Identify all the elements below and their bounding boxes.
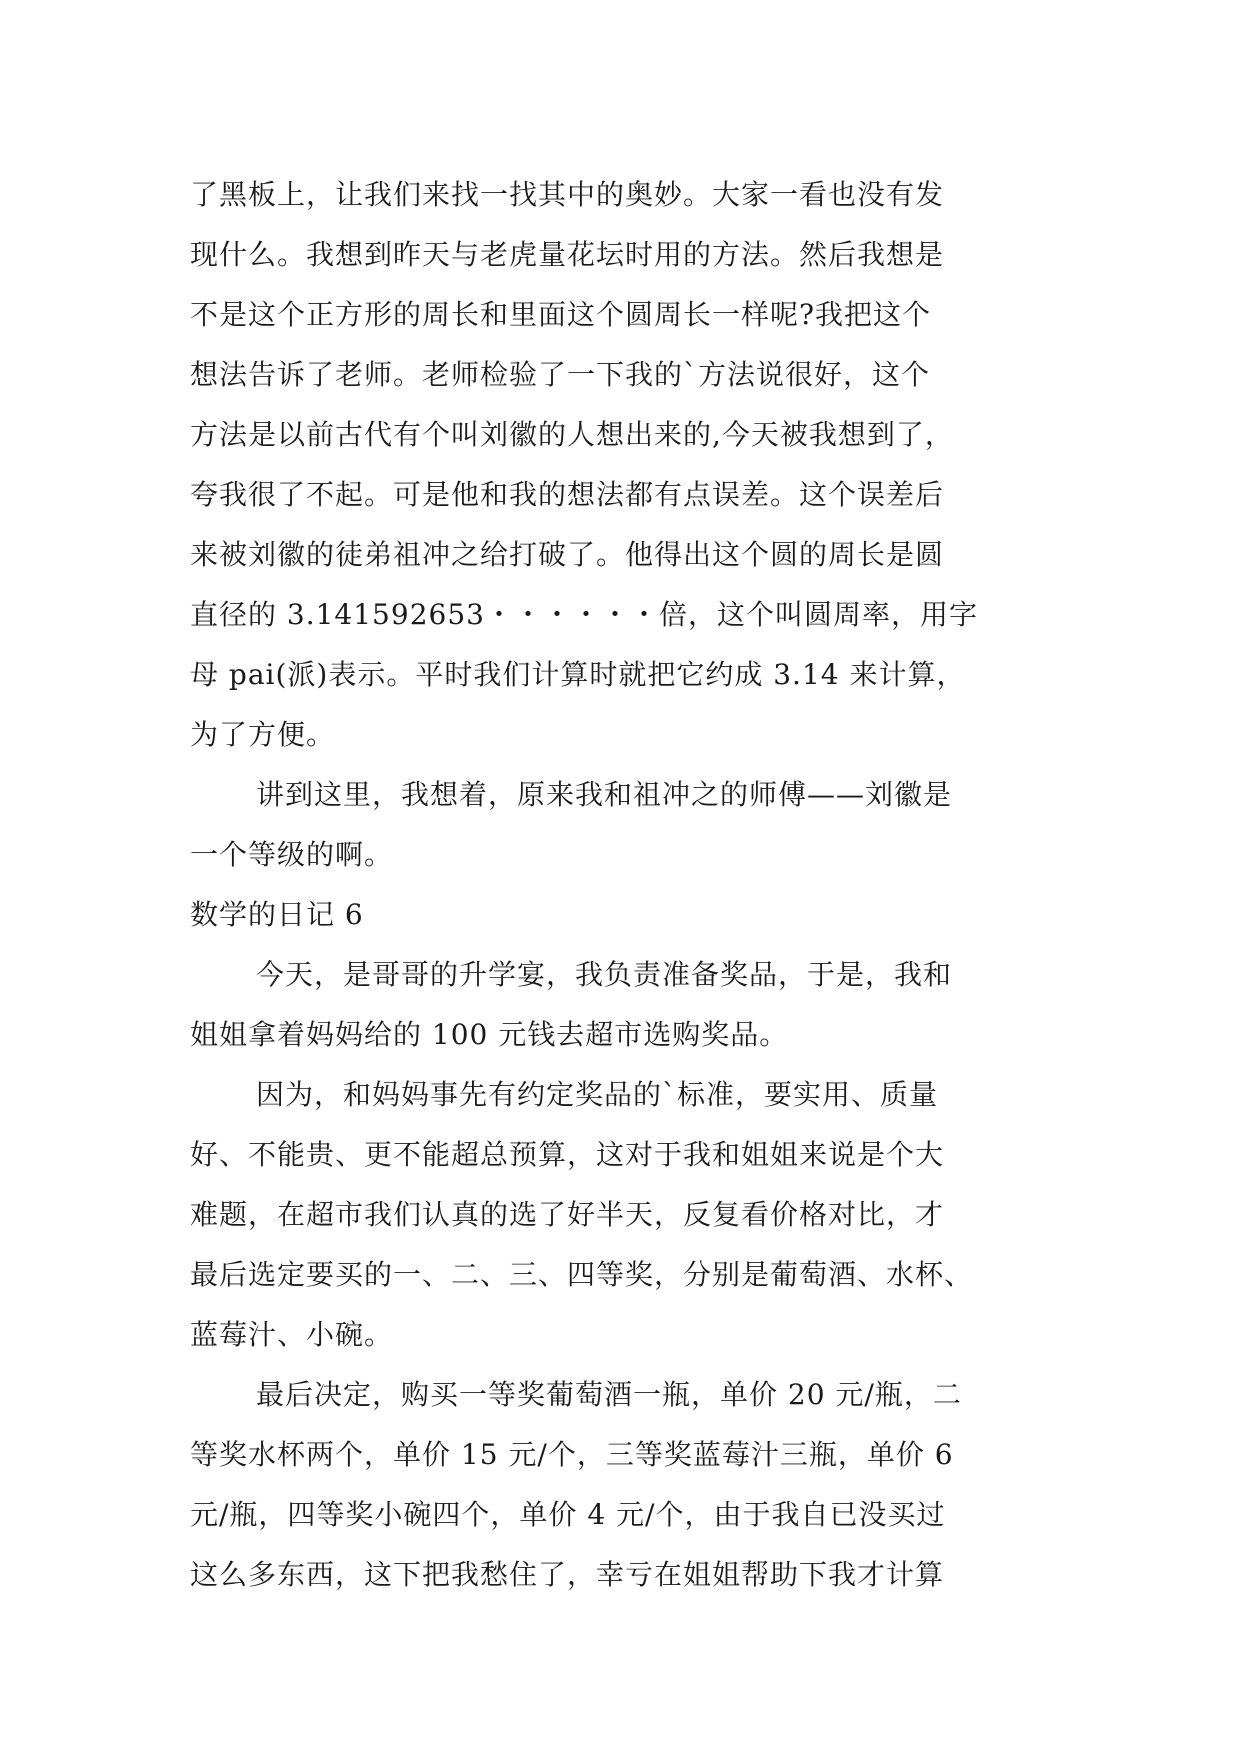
text-line: 夸我很了不起。可是他和我的想法都有点误差。这个误差后 bbox=[190, 478, 945, 511]
text-line: 方法是以前古代有个叫刘徽的人想出来的,今天被我想到了， bbox=[190, 418, 954, 451]
text-line: 最后选定要买的一、二、三、四等奖，分别是葡萄酒、水杯、 bbox=[190, 1258, 974, 1291]
text-line: 为了方便。 bbox=[190, 718, 336, 751]
text-line: 蓝莓汁、小碗。 bbox=[190, 1318, 394, 1351]
text-line: 难题，在超市我们认真的选了好半天，反复看价格对比，才 bbox=[190, 1198, 945, 1231]
paragraph-first-line: 讲到这里，我想着，原来我和祖冲之的师傅——刘徽是 bbox=[256, 778, 953, 811]
text-line: 这么多东西，这下把我愁住了，幸亏在姐姐帮助下我才计算 bbox=[190, 1558, 945, 1591]
text-line: 了黑板上，让我们来找一找其中的奥妙。大家一看也没有发 bbox=[190, 178, 945, 211]
text-line: 姐姐拿着妈妈给的 100 元钱去超市选购奖品。 bbox=[190, 1018, 789, 1051]
text-line: 好、不能贵、更不能超总预算，这对于我和姐姐来说是个大 bbox=[190, 1138, 945, 1171]
paragraph-first-line: 今天，是哥哥的升学宴，我负责准备奖品，于是，我和 bbox=[256, 958, 953, 991]
text-line: 想法告诉了老师。老师检验了一下我的`方法说很好，这个 bbox=[190, 358, 931, 391]
text-line: 一个等级的啊。 bbox=[190, 838, 394, 871]
text-line: 来被刘徽的徒弟祖冲之给打破了。他得出这个圆的周长是圆 bbox=[190, 538, 945, 571]
paragraph-first-line: 最后决定，购买一等奖葡萄酒一瓶，单价 20 元/瓶，二 bbox=[256, 1378, 962, 1411]
paragraph-first-line: 因为，和妈妈事先有约定奖品的`标准，要实用、质量 bbox=[256, 1078, 939, 1111]
document-body bbox=[190, 165, 1070, 1605]
section-title: 数学的日记 6 bbox=[190, 898, 364, 931]
text-line: 母 pai(派)表示。平时我们计算时就把它约成 3.14 来计算， bbox=[190, 658, 966, 691]
text-line: 不是这个正方形的周长和里面这个圆周长一样呢?我把这个 bbox=[190, 298, 932, 331]
text-line: 直径的 3.141592653・・・・・・倍，这个叫圆周率，用字 bbox=[190, 598, 978, 631]
text-line: 现什么。我想到昨天与老虎量花坛时用的方法。然后我想是 bbox=[190, 238, 945, 271]
text-line: 等奖水杯两个，单价 15 元/个，三等奖蓝莓汁三瓶，单价 6 bbox=[190, 1438, 954, 1471]
text-line: 元/瓶，四等奖小碗四个，单价 4 元/个，由于我自已没买过 bbox=[190, 1498, 946, 1531]
